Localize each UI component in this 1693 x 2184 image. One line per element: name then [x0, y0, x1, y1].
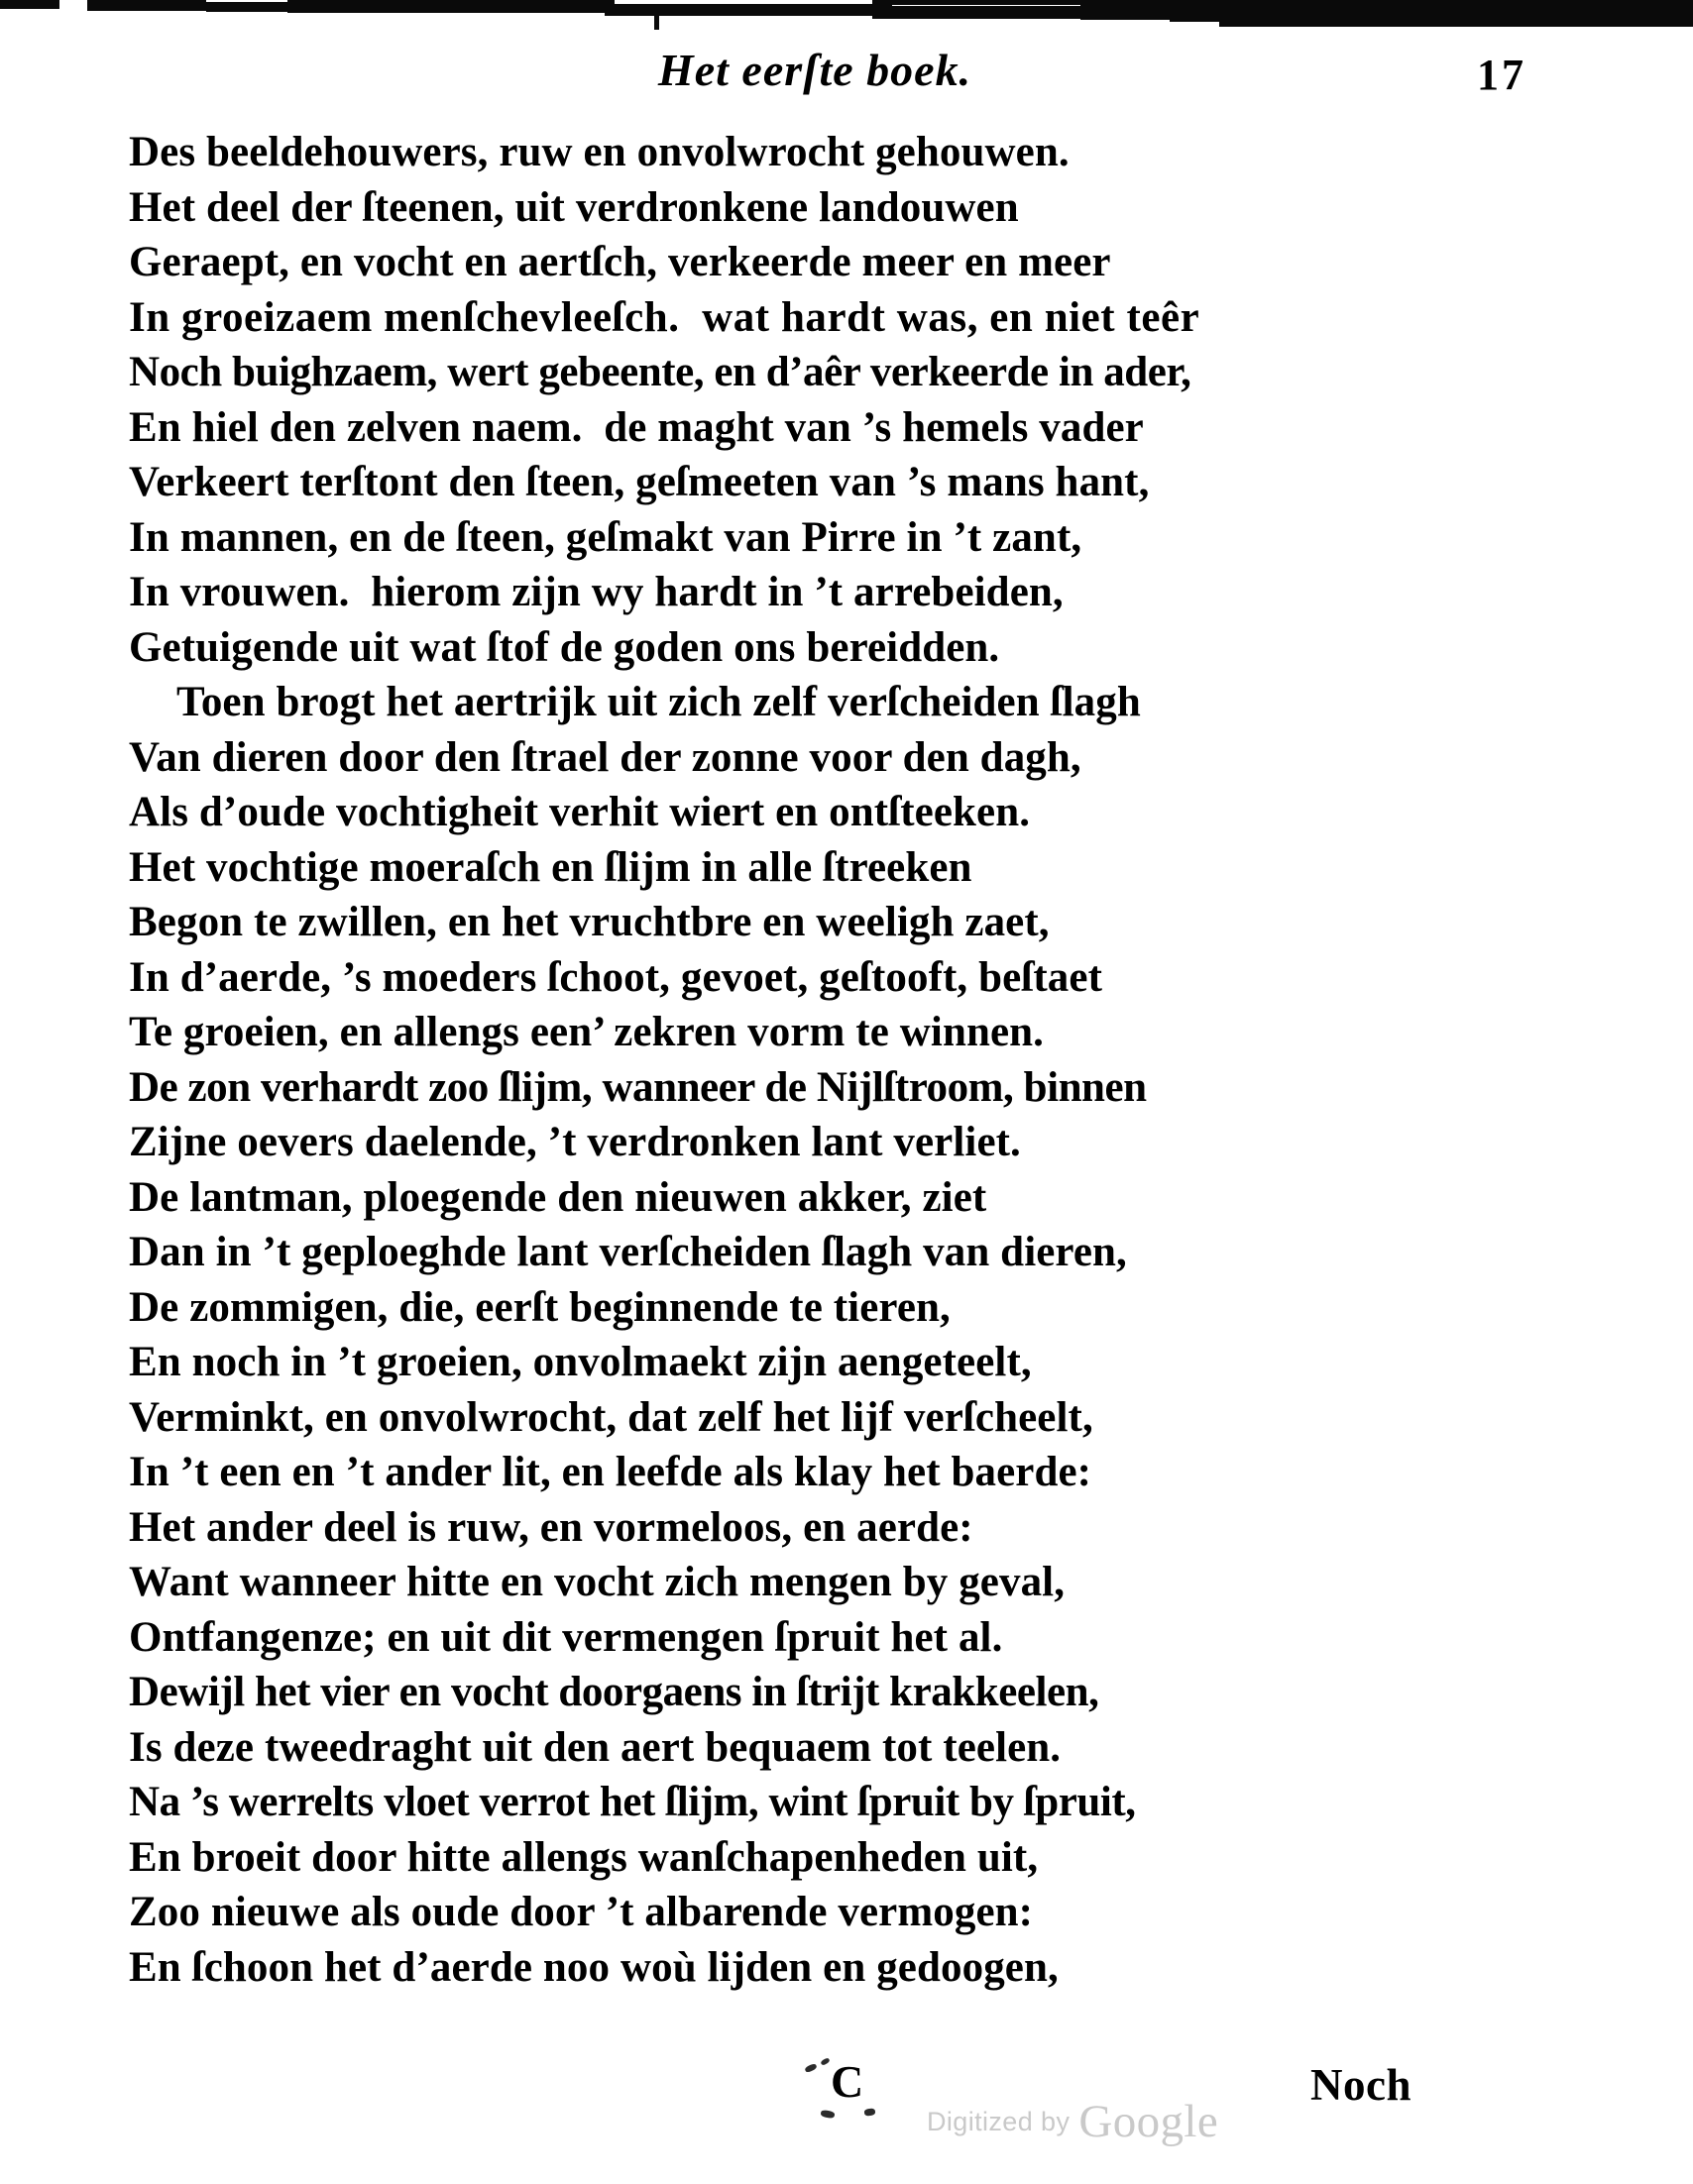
- verse-line: Het vochtige moeraſch en ſlijm in alle ſtreeken: [129, 843, 972, 891]
- verse-line: De lantman, ploegende den nieuwen akker, ziet: [129, 1173, 987, 1221]
- verse-line: De zon verhardt zoo ſlijm, wanneer de Nijlſtroom, binnen: [129, 1063, 1147, 1111]
- verse-line: Verkeert terſtont den ſteen, geſmeeten van ’s mans hant,: [129, 459, 1150, 505]
- verse-line: Zoo nieuwe als oude door ’t albarende vermogen:: [129, 1889, 1034, 1935]
- verse-line: En noch in ’t groeien, onvolmaekt zijn aengeteelt,: [129, 1339, 1032, 1385]
- verse-line: En hiel den zelven naem. de maght van ’s hemels vader: [129, 403, 1144, 451]
- scan-speck: [820, 2057, 830, 2066]
- scan-speck: [804, 2063, 817, 2074]
- verse-line: In vrouwen. hierom zijn wy hardt in ’t arrebeiden,: [129, 569, 1064, 615]
- verse-line: En ſchoon het d’aerde noo woù lijden en gedoogen,: [129, 1943, 1059, 1991]
- verse-line: In groeizaem menſchevleeſch. wat hardt was, en niet teêr: [129, 293, 1200, 341]
- page-header: [0, 44, 1693, 117]
- verse-line: Want wanneer hitte en vocht zich mengen by geval,: [129, 1559, 1066, 1605]
- digitization-watermark: [927, 2095, 1218, 2148]
- verse-line: Verminkt, en onvolwrocht, dat zelf het lijf verſcheelt,: [129, 1393, 1093, 1441]
- verse-line: Ontfangenze; en uit dit vermengen ſpruit het al.: [129, 1613, 1003, 1661]
- verse-line: Getuigende uit wat ſtof de goden ons bereidden.: [129, 623, 1000, 671]
- verse-line: Begon te zwillen, en het vruchtbre en weeligh zaet,: [129, 899, 1050, 945]
- verse-line: Dan in ’t geploeghde lant verſcheiden ſlagh van dieren,: [129, 1229, 1127, 1275]
- scan-speck: [864, 2108, 876, 2116]
- page-footer: [0, 2055, 1693, 2164]
- watermark-brand: Google: [1078, 2096, 1219, 2147]
- verse-line: Als d’oude vochtigheit verhit wiert en ontſteeken.: [129, 789, 1031, 835]
- verse-line: Dewijl het vier en vocht doorgaens in ſtrijt krakkeelen,: [129, 1669, 1099, 1715]
- verse-line: Het deel der ſteenen, uit verdronkene landouwen: [129, 183, 1019, 231]
- verse-body: [129, 125, 1546, 1995]
- catchword: Noch: [1310, 2060, 1411, 2110]
- verse-line: Van dieren door den ſtrael der zonne voor den dagh,: [129, 733, 1081, 781]
- verse-line: De zommigen, die, eerſt beginnende te tieren,: [129, 1283, 951, 1331]
- page-number: 17: [1477, 51, 1526, 99]
- watermark-prefix: Digitized by: [927, 2107, 1071, 2136]
- verse-line: In d’aerde, ’s moeders ſchoot, gevoet, geſtooft, beſtaet: [129, 953, 1103, 1001]
- verse-line: In ’t een en ’t ander lit, en leefde als klay het baerde:: [129, 1449, 1092, 1495]
- scan-speck: [820, 2110, 835, 2119]
- verse-line: En broeit door hitte allengs wanſchapenheden uit,: [129, 1833, 1039, 1881]
- verse-line: Noch buighzaem, wert gebeente, en d’aêr verkeerde in ader,: [129, 349, 1191, 395]
- verse-line: In mannen, en de ſteen, geſmakt van Pirre in ’t zant,: [129, 513, 1082, 561]
- verse-line: Is deze tweedraght uit den aert bequaem tot teelen.: [129, 1723, 1062, 1771]
- verse-line: Na ’s werrelts vloet verrot het ſlijm, wint ſpruit by ſpruit,: [129, 1779, 1136, 1825]
- verse-line: Het ander deel is ruw, en vormeloos, en aerde:: [129, 1503, 973, 1551]
- signature-mark: C: [831, 2056, 864, 2107]
- verse-line: Te groeien, en allengs een’ zekren vorm te winnen.: [129, 1009, 1045, 1055]
- running-head: Het eerſte boek.: [657, 45, 972, 95]
- verse-line: Zijne oevers daelende, ’t verdronken lant verliet.: [129, 1119, 1021, 1165]
- verse-line: Geraept, en vocht en aertſch, verkeerde meer en meer: [129, 239, 1111, 285]
- scan-edge-artifact: [0, 0, 1693, 34]
- stanza-opening-line: Toen brogt het aertrijk uit zich zelf verſcheiden ſlagh: [176, 679, 1141, 725]
- verse-line: Des beeldehouwers, ruw en onvolwrocht gehouwen.: [129, 129, 1070, 175]
